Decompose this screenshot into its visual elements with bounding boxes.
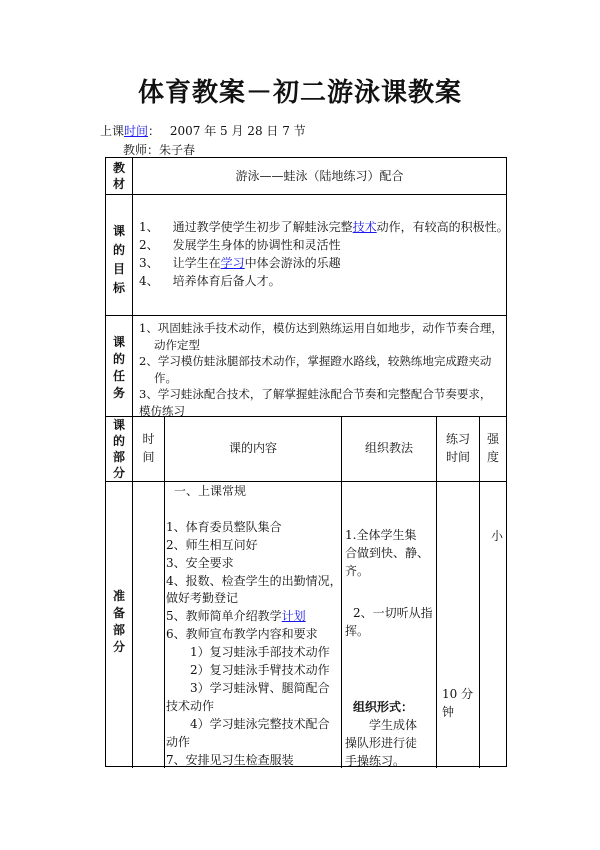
col-divider <box>164 416 165 768</box>
practice-time-header: 练习 时间 <box>445 432 470 464</box>
material-content: 游泳——蛙泳（陆地练习）配合 <box>235 169 404 183</box>
tasks-label: 课 的 任 务 <box>112 335 125 400</box>
content-line: 1、体育委员整队集合 <box>166 519 282 534</box>
lesson-table <box>105 157 507 767</box>
content-line: 6、教师宣布教学内容和要求 <box>166 627 318 642</box>
content-line: 2、师生相互问好 <box>166 537 258 552</box>
method-block-2: 2、一切听从指 挥。 <box>345 606 433 638</box>
org-form-title: 组织形式： <box>353 700 414 714</box>
time-label-prefix: 上课 <box>100 124 125 138</box>
intensity-value: 小 <box>491 529 504 543</box>
goals-list <box>139 218 509 290</box>
col-divider <box>436 416 437 768</box>
content-line: 4、报数、检查学生的出勤情况， <box>166 573 342 588</box>
plan-link[interactable]: 计划 <box>281 609 306 624</box>
goal-item: 4、 培养体育后备人才。 <box>139 274 281 288</box>
tasks-list <box>139 320 503 419</box>
study-link[interactable]: 学习 <box>220 256 245 270</box>
content-line: 动作 <box>166 734 191 749</box>
task-line: 模仿练习 <box>139 403 185 418</box>
goals-label: 课 的 目 标 <box>112 224 125 295</box>
class-time-value: 2007 年 5 月 28 日 7 节 <box>169 124 306 138</box>
task-line: 动作定型 <box>154 337 200 352</box>
tech-link[interactable]: 技术 <box>352 220 377 234</box>
teacher-line: 教师：朱子春 <box>123 143 196 157</box>
content-line: 做好考勤登记 <box>166 591 239 606</box>
content-line: 2）复习蛙泳手臂技术动作 <box>190 663 330 678</box>
time-link[interactable]: 时间 <box>124 124 149 138</box>
content-line: 技术动作 <box>166 698 215 713</box>
content-line: 1）复习蛙泳手部技术动作 <box>190 645 330 660</box>
col-divider <box>479 416 480 768</box>
row-divider <box>106 315 506 316</box>
prep-label: 准 备 部 分 <box>112 589 125 654</box>
row-divider <box>106 194 506 195</box>
goal-item: 2、 发展学生身体的协调性和灵活性 <box>139 238 341 252</box>
content-line-blank <box>166 501 342 519</box>
intensity-header: 强 度 <box>486 432 499 464</box>
time-label-suffix: ： <box>148 124 161 138</box>
part-header: 课 的 部 分 <box>112 418 125 480</box>
task-line: 2、学习模仿蛙泳腿部技术动作，掌握蹬水路线，较熟练地完成蹬夹动 <box>139 354 492 368</box>
task-line: 3、学习蛙泳配合技术，了解掌握蛙泳配合节奏和完整配合节奏要求， <box>139 387 492 401</box>
org-form-block: 组织形式： 学生成体 操队形进行徒 手操练习。 <box>345 700 418 768</box>
content-line: 5、教师简单介绍教学计划 <box>166 609 306 624</box>
prep-content <box>166 483 342 769</box>
task-line: 1、巩固蛙泳手技术动作，模仿达到熟练运用自如地步，动作节奏合理， <box>139 321 503 335</box>
content-line: 4）学习蛙泳完整技术配合 <box>190 716 330 731</box>
material-label: 教 材 <box>112 161 125 191</box>
method-header: 组织教法 <box>364 441 413 455</box>
class-time-line <box>100 122 306 139</box>
content-line: 3、安全要求 <box>166 555 234 570</box>
row-divider <box>106 481 506 482</box>
practice-time-value: 10 分 钟 <box>442 687 474 719</box>
goal-item: 3、 让学生在学习中体会游泳的乐趣 <box>139 256 341 270</box>
goal-item: 1、 通过教学使学生初步了解蛙泳完整技术动作，有较高的积极性。 <box>139 220 509 234</box>
task-line: 作。 <box>154 370 177 385</box>
content-line: 7、安排见习生检查服装 <box>166 752 294 767</box>
page-title: 体育教案－初二游泳课教案 <box>137 78 462 108</box>
content-line: 一、上课常规 <box>174 484 247 498</box>
content-header: 课的内容 <box>228 441 277 455</box>
time-header: 时 间 <box>142 432 155 464</box>
method-block-1: 1.全体学生集 合做到快、静、 齐。 <box>345 528 430 578</box>
content-line: 3）学习蛙泳臂、腿简配合 <box>190 680 330 695</box>
